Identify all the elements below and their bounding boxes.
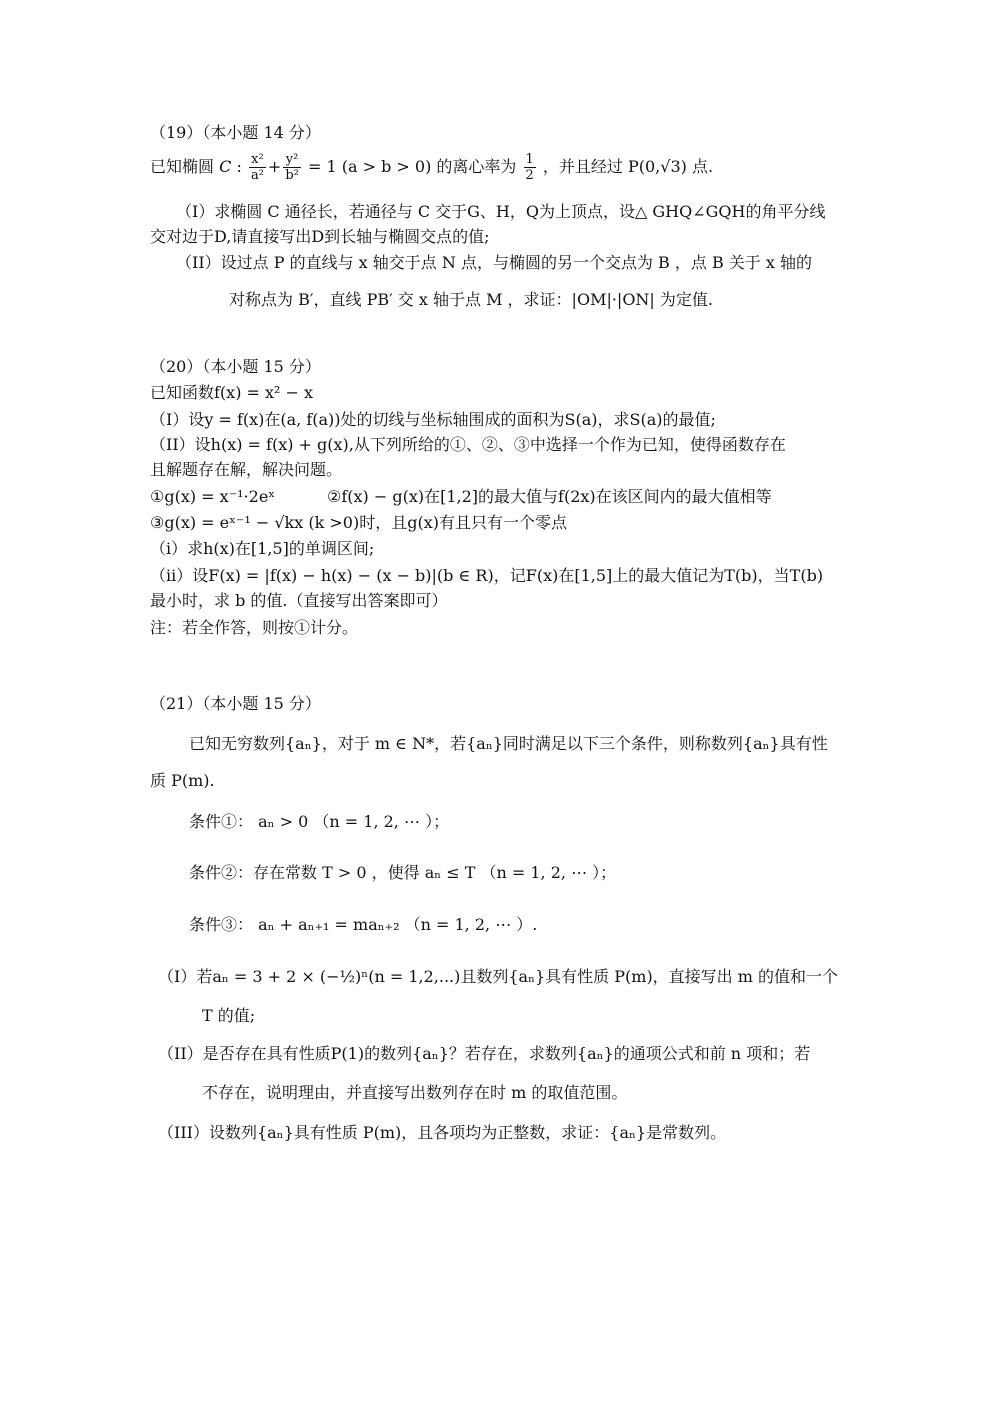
q20-condition-1: ①g(x) = x⁻¹·2eˣ (150, 487, 276, 506)
q21-stem-line1: 已知无穷数列{aₙ}，对于 m ∈ N*，若{aₙ}同时满足以下三个条件，则称数列{aₙ}具有性 (189, 734, 828, 753)
q19-part2-line2: 对称点为 B′，直线 PB′ 交 x 轴于点 M ，求证：|OM|·|ON| 为定值. (229, 290, 713, 309)
q19-stem-pre: 已知椭圆 (150, 157, 215, 176)
q21-condition-2: 条件②：存在常数 T > 0 ，使得 aₙ ≤ T （n = 1, 2, ⋯ ）； (189, 863, 617, 882)
q20-header: （20）（本小题 15 分） (150, 357, 321, 376)
q19-part1-line1: （I）求椭圆 C 通径长，若通径与 C 交于G、H，Q为上顶点，设△ GHQ∠GQH的角平分线 (176, 202, 826, 221)
q19-header: （19）（本小题 14 分） (150, 123, 321, 142)
q21-condition-1: 条件①： aₙ > 0 （n = 1, 2, ⋯ ）； (189, 812, 450, 831)
q19-stem-post: ，并且经过 P(0,√3) 点. (542, 157, 714, 176)
q20-part2-line1: （II）设h(x) = f(x) + g(x),从下列所给的①、②、③中选择一个作为已知，使得函数存在 (150, 435, 786, 454)
q19-y-fraction: $\frac{\text{y²}}{\text{b²}}$ (285, 152, 299, 183)
q21-header: （21）（本小题 15 分） (150, 694, 321, 713)
q21-stem-line2: 质 P(m). (150, 771, 215, 790)
q19-x-fraction: $\frac{\text{x²}}{\text{a²}}$ (250, 152, 264, 183)
q19-part2-line1: （II）设过点 P 的直线与 x 轴交于点 N 点，与椭圆的另一个交点为 B ，点 B 关于 x 轴的 (176, 253, 813, 272)
q20-sub-ii-line2: 最小时，求 b 的值.（直接写出答案即可） (150, 591, 448, 610)
q19-stem: 已知椭圆 C : $\frac{\text{x²}}{\text{a²}}$ + $\frac{\text{y²}}{\text{b²}}$ = 1 (a > b > 0) 的离心率为 $\frac{1}{2}$ ，并且经过 P(0,√3) 点. (150, 152, 714, 183)
q20-condition-2: ②f(x) − g(x)在[1,2]的最大值与f(2x)在该区间内的最大值相等 (327, 487, 772, 506)
q20-sub-i: （i）求h(x)在[1,5]的单调区间; (150, 539, 375, 558)
q20-note: 注：若全作答，则按①计分。 (150, 618, 359, 637)
q20-part1: （I）设y = f(x)在(a, f(a))处的切线与坐标轴围成的面积为S(a)，求S(a)的最值; (150, 410, 716, 429)
q19-stem-mid: 的离心率为 (436, 157, 517, 176)
q21-part2-line1: （II）是否存在具有性质P(1)的数列{aₙ}？若存在，求数列{aₙ}的通项公式和前 n 项和；若 (158, 1044, 811, 1063)
q19-part1-line2: 交对边于D,请直接写出D到长轴与椭圆交点的值; (150, 227, 490, 246)
q21-part1-line2: T 的值; (202, 1006, 256, 1025)
q21-part3: （III）设数列{aₙ}具有性质 P(m)，且各项均为正整数，求证：{aₙ}是常数列。 (158, 1123, 727, 1142)
q19-ellipse-name: C (219, 157, 232, 176)
q21-part1-line1: （I）若aₙ = 3 + 2 × (−½)ⁿ(n = 1,2,...)且数列{aₙ}具有性质 P(m)，直接写出 m 的值和一个 (158, 967, 839, 986)
q20-stem: 已知函数f(x) = x² − x (150, 383, 314, 402)
q19-eccentricity-fraction: $\frac{1}{2}$ (525, 152, 534, 183)
q21-condition-3: 条件③： aₙ + aₙ₊₁ = maₙ₊₂ （n = 1, 2, ⋯ ）. (189, 915, 538, 934)
q21-part2-line2: 不存在，说明理由，并直接写出数列存在时 m 的取值范围。 (202, 1083, 628, 1102)
q20-sub-ii-line1: （ii）设F(x) = |f(x) − h(x) − (x − b)|(b ∈ R)，记F(x)在[1,5]上的最大值记为T(b)，当T(b) (150, 566, 824, 585)
q19-ellipse-rhs: = 1 (a > b > 0) (307, 157, 432, 176)
q20-condition-3: ③g(x) = eˣ⁻¹ − √kx (k >0)时，且g(x)有且只有一个零点 (150, 513, 567, 532)
q20-part2-line2: 且解题存在解，解决问题。 (150, 460, 343, 479)
